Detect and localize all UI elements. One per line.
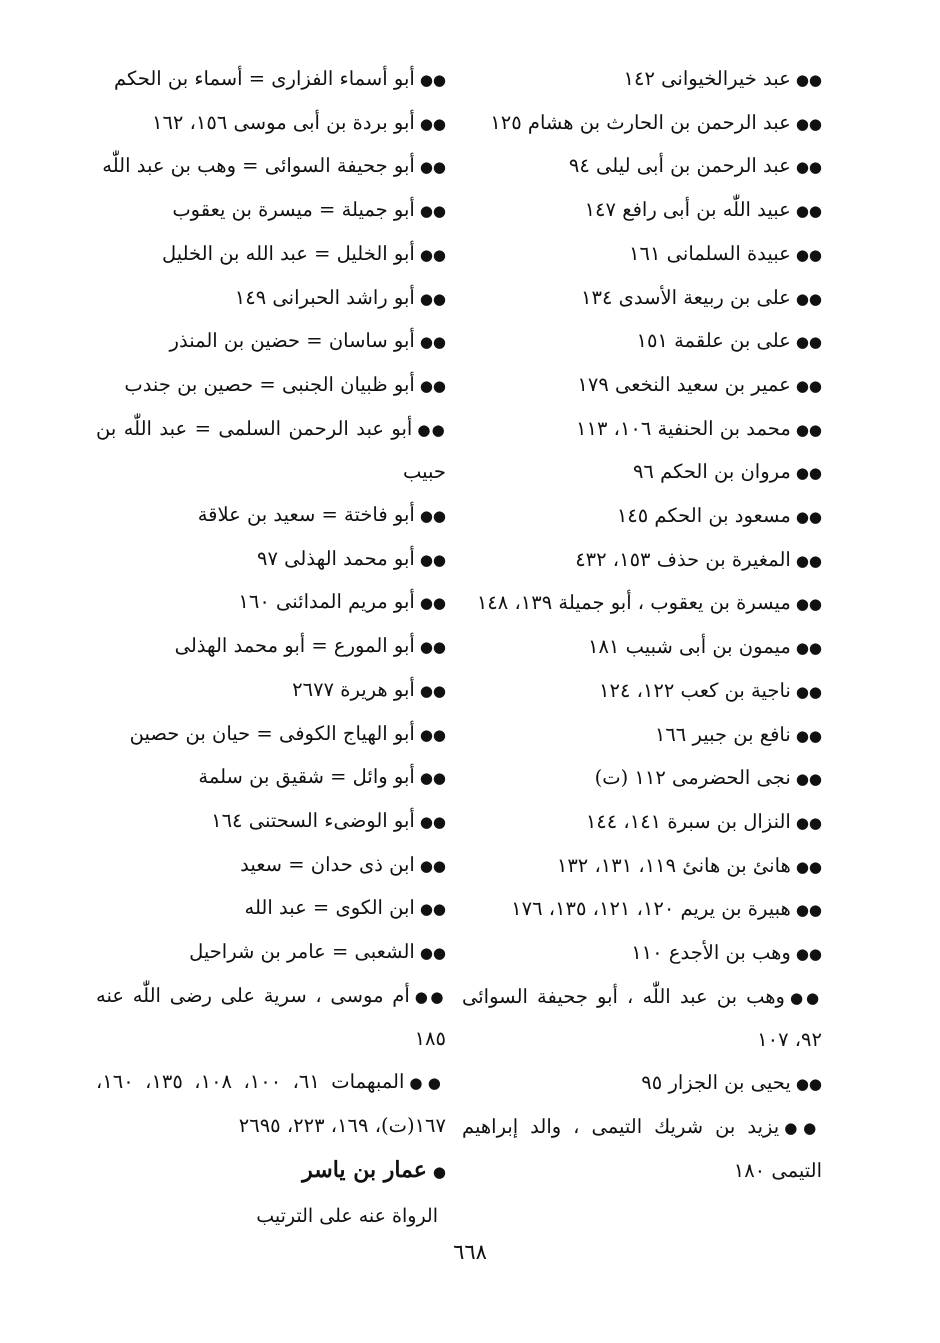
bullet-marker: ●● bbox=[795, 333, 822, 352]
entry-text: أبو ساسان = حضين بن المنذر bbox=[169, 329, 415, 353]
bullet-marker: ●● bbox=[795, 508, 822, 527]
entry-text: أبو الهياج الكوفى = حيان بن حصين bbox=[129, 721, 415, 745]
bullet-marker: ●● bbox=[417, 420, 446, 439]
left-column bbox=[96, 58, 446, 1238]
index-entry bbox=[96, 364, 446, 408]
bullet-marker: ●● bbox=[419, 725, 446, 744]
entry-text: أبو فاختة = سعيد بن علاقة bbox=[197, 503, 415, 527]
entry-text: أبو محمد الهذلى ٩٧ bbox=[257, 546, 415, 570]
entry-text: ابن الكوى = عبد الله bbox=[244, 896, 415, 920]
index-entry bbox=[96, 189, 446, 233]
index-entry bbox=[462, 539, 822, 583]
index-entry bbox=[462, 888, 822, 932]
entry-text: أبو وائل = شقيق بن سلمة bbox=[198, 765, 415, 789]
bullet-marker: ●● bbox=[419, 71, 446, 89]
index-entry bbox=[96, 800, 446, 844]
index-entry bbox=[462, 626, 822, 670]
bullet-marker: ●● bbox=[419, 114, 446, 133]
index-entry bbox=[462, 757, 822, 801]
entry-text: وهب بن الأجدع ١١٠ bbox=[631, 941, 791, 965]
entry-text: ميمون بن أبى شبيب ١٨١ bbox=[587, 635, 791, 659]
entry-text: على بن علقمة ١٥١ bbox=[636, 329, 791, 353]
bullet-marker: ●● bbox=[795, 726, 822, 745]
bullet-marker: ●● bbox=[795, 158, 822, 177]
index-entry bbox=[462, 582, 822, 626]
index-entry bbox=[96, 233, 446, 277]
entry-text: عمير بن سعيد النخعى ١٧٩ bbox=[577, 372, 791, 396]
index-entry bbox=[96, 713, 446, 757]
bullet-marker: ●● bbox=[419, 245, 446, 264]
bullet-marker: ●● bbox=[419, 856, 446, 875]
bullet-marker: ●● bbox=[419, 769, 446, 788]
entry-text: أبو عبد الرحمن السلمى = عبد اللّٰه بن حبيب bbox=[96, 416, 446, 484]
entry-text: عبد الرحمن بن أبى ليلى ٩٤ bbox=[568, 154, 791, 178]
bullet-marker: ●● bbox=[795, 551, 822, 570]
index-entry bbox=[96, 625, 446, 669]
entry-text: عبد خيرالخيوانى ١٤٢ bbox=[623, 67, 791, 90]
entry-text: أبو الخليل = عبد الله بن الخليل bbox=[161, 241, 415, 265]
entry-text: محمد بن الحنفية ١٠٦، ١١٣ bbox=[576, 416, 791, 440]
index-entry bbox=[96, 320, 446, 364]
bullet-marker: ●● bbox=[419, 289, 446, 308]
entry-text: أبو أسماء الفزارى = أسماء بن الحكم bbox=[114, 67, 415, 90]
entry-text: هانئ بن هانئ ١١٩، ١٣١، ١٣٢ bbox=[556, 853, 791, 877]
entry-text: النزال بن سبرة ١٤١، ١٤٤ bbox=[585, 809, 791, 833]
entry-text: نافع بن جبير ١٦٦ bbox=[654, 722, 791, 746]
index-entry bbox=[462, 58, 822, 102]
bullet-marker: ●● bbox=[795, 1075, 822, 1094]
index-entry bbox=[96, 1061, 446, 1147]
entry-text: أبو ظبيان الجنبى = حصين بن جندب bbox=[124, 372, 415, 396]
index-entry bbox=[96, 931, 446, 975]
section-title-text: عمار بن ياسر bbox=[302, 1156, 427, 1183]
bullet-marker: ●● bbox=[419, 944, 446, 963]
entry-text: أبو راشد الحبرانى ١٤٩ bbox=[234, 285, 415, 309]
entry-text: أبو مريم المدائنى ١٦٠ bbox=[238, 590, 415, 614]
bullet-marker: ●● bbox=[795, 245, 822, 264]
entry-text: المغيرة بن حذف ١٥٣، ٤٣٢ bbox=[575, 547, 791, 571]
bullet-marker: ●● bbox=[795, 901, 822, 920]
index-entry bbox=[462, 714, 822, 758]
bullet-marker: ●● bbox=[409, 1074, 447, 1093]
index-entry bbox=[462, 845, 822, 889]
entry-text: ميسرة بن يعقوب ، أبو جميلة ١٣٩، ١٤٨ bbox=[476, 591, 791, 615]
bullet-marker: ●● bbox=[419, 202, 446, 221]
bullet-marker: ●● bbox=[789, 988, 822, 1007]
entry-text: عبيد اللّٰه بن أبى رافع ١٤٧ bbox=[584, 198, 791, 222]
bullet-marker: ●● bbox=[419, 900, 446, 919]
bullet-marker: ●● bbox=[419, 638, 446, 657]
index-entry bbox=[462, 932, 822, 976]
bullet-marker: ●● bbox=[414, 987, 446, 1006]
index-entry bbox=[462, 1106, 822, 1192]
bullet-marker: ●● bbox=[419, 507, 446, 526]
bullet-marker: ●● bbox=[795, 639, 822, 658]
bullet-marker: ●● bbox=[795, 71, 822, 89]
bullet-marker: ●● bbox=[795, 114, 822, 133]
index-entry bbox=[462, 670, 822, 714]
entry-text: أبو بردة بن أبى موسى ١٥٦، ١٦٢ bbox=[151, 110, 415, 134]
index-entry bbox=[96, 58, 446, 102]
index-entry bbox=[462, 451, 822, 495]
right-column bbox=[462, 58, 822, 1192]
entry-text: ابن ذى حدان = سعيد bbox=[240, 852, 415, 876]
index-entry bbox=[462, 233, 822, 277]
entry-text: يحيى بن الجزار ٩٥ bbox=[641, 1071, 791, 1095]
index-entry bbox=[96, 581, 446, 625]
entry-text: مروان بن الحكم ٩٦ bbox=[632, 460, 791, 484]
index-entry bbox=[462, 102, 822, 146]
bullet-marker: ●● bbox=[795, 376, 822, 395]
entry-text: ناجية بن كعب ١٢٢، ١٢٤ bbox=[599, 678, 791, 702]
index-entry bbox=[462, 320, 822, 364]
section-subtitle: الرواة عنه على الترتيب bbox=[256, 1204, 438, 1227]
bullet-marker: ●● bbox=[419, 550, 446, 569]
index-entry bbox=[462, 277, 822, 321]
bullet-marker: ● bbox=[432, 1162, 446, 1181]
entry-text: أبو هريرة ٢٦٧٧ bbox=[292, 677, 415, 701]
section-title bbox=[96, 1148, 446, 1194]
index-entry bbox=[462, 189, 822, 233]
entry-text: عبيدة السلمانى ١٦١ bbox=[629, 241, 791, 265]
index-entry bbox=[96, 102, 446, 146]
index-entry bbox=[462, 495, 822, 539]
index-entry bbox=[462, 1062, 822, 1106]
index-entry bbox=[96, 277, 446, 321]
bullet-marker: ●● bbox=[795, 945, 822, 964]
bullet-marker: ●● bbox=[795, 464, 822, 483]
bullet-marker: ●● bbox=[795, 420, 822, 439]
index-entry bbox=[96, 669, 446, 713]
bullet-marker: ●● bbox=[419, 594, 446, 613]
bullet-marker: ●● bbox=[419, 333, 446, 352]
bullet-marker: ●● bbox=[419, 681, 446, 700]
page-number: ٦٦٨ bbox=[453, 1240, 487, 1264]
index-entry bbox=[462, 976, 822, 1062]
entry-text: يزيد بن شريك التيمى ، والد إبراهيم التيمى ١٨٠ bbox=[462, 1114, 822, 1182]
entry-text: عبد الرحمن بن الحارث بن هشام ١٢٥ bbox=[490, 110, 791, 134]
entry-text: المبهمات ٦١، ١٠٠، ١٠٨، ١٣٥، ١٦٠، ١٦٧(ت)، ١٦٩، ٢٢٣، ٢٦٩٥ bbox=[96, 1070, 446, 1137]
entry-text: على بن ربيعة الأسدى ١٣٤ bbox=[581, 285, 791, 309]
index-entry bbox=[96, 887, 446, 931]
bullet-marker: ●● bbox=[419, 158, 446, 177]
index-entry bbox=[462, 145, 822, 189]
index-entry bbox=[462, 364, 822, 408]
index-entry bbox=[96, 408, 446, 494]
index-entry bbox=[462, 801, 822, 845]
entry-text: مسعود بن الحكم ١٤٥ bbox=[616, 504, 791, 528]
bullet-marker: ●● bbox=[795, 857, 822, 876]
index-entry bbox=[96, 538, 446, 582]
bullet-marker: ●● bbox=[795, 202, 822, 221]
index-entry bbox=[96, 145, 446, 189]
entry-text: وهب بن عبد اللّٰه ، أبو جحيفة السوائى ٩٢، ١٠٧ bbox=[462, 984, 822, 1052]
bullet-marker: ●● bbox=[795, 595, 822, 614]
entry-text: الشعبى = عامر بن شراحيل bbox=[189, 940, 415, 964]
entry-text: أبو جحيفة السوائى = وهب بن عبد اللّٰه bbox=[102, 154, 415, 178]
bullet-marker: ●● bbox=[784, 1118, 822, 1137]
entry-text: هبيرة بن يريم ١٢٠، ١٢١، ١٣٥، ١٧٦ bbox=[511, 897, 791, 921]
bullet-marker: ●● bbox=[419, 812, 446, 831]
bullet-marker: ●● bbox=[419, 376, 446, 395]
index-entry bbox=[96, 844, 446, 888]
index-entry bbox=[96, 756, 446, 800]
entry-text: أبو المورع = أبو محمد الهذلى bbox=[174, 634, 415, 658]
bullet-marker: ●● bbox=[795, 813, 822, 832]
index-entry bbox=[96, 975, 446, 1061]
entry-text: أبو الوضىء السحتنى ١٦٤ bbox=[211, 808, 415, 832]
bullet-marker: ●● bbox=[795, 289, 822, 308]
index-entry bbox=[462, 408, 822, 452]
entry-text: نجى الحضرمى ١١٢ (ت) bbox=[594, 766, 791, 790]
entry-text: أم موسى ، سرية على رضى اللّٰه عنه ١٨٥ bbox=[96, 983, 446, 1051]
entry-text: أبو جميلة = ميسرة بن يعقوب bbox=[172, 198, 415, 222]
index-entry bbox=[96, 494, 446, 538]
bullet-marker: ●● bbox=[795, 682, 822, 701]
bullet-marker: ●● bbox=[795, 770, 822, 789]
